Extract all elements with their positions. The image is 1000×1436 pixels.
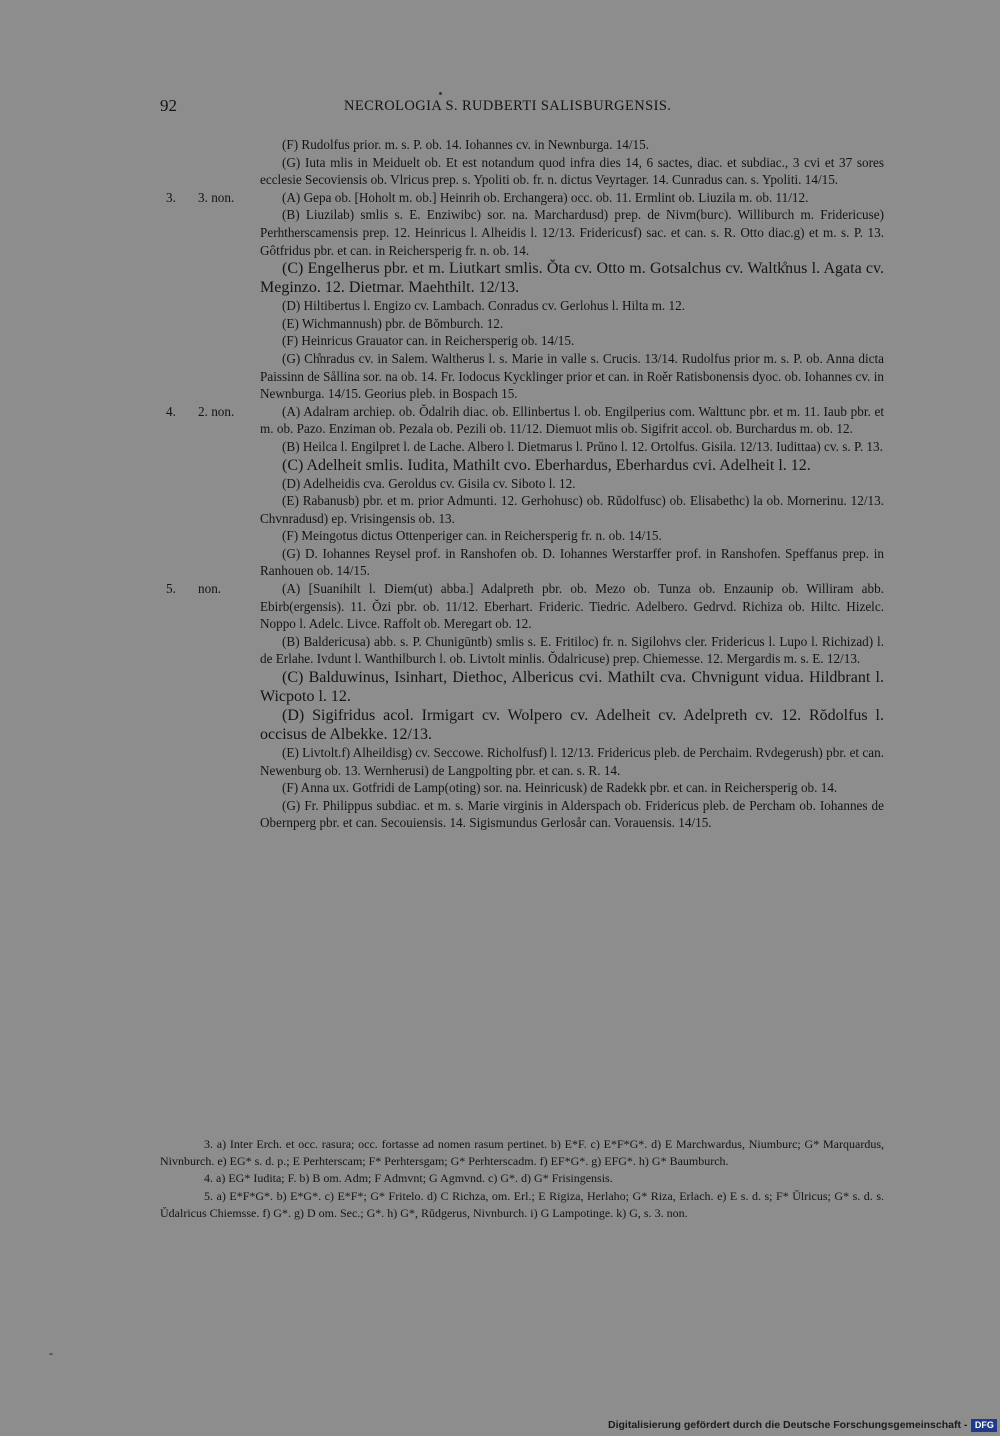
page-header bbox=[160, 96, 700, 120]
entry-row bbox=[160, 332, 884, 350]
entry-text: (D) Adelheidis cva. Geroldus cv. Gisila cv. Siboto l. 12. bbox=[282, 475, 576, 491]
entry-row bbox=[160, 492, 884, 527]
entry-text: (G) Iuta mlis in Meiduelt ob. Et est notandum quod infra dies 14, 6 sactes, diac. et subdiac., 3 cvi et 37 sores ecclesie Secoviensis ob. Vlricus prep. s. Ypoliti ob. fr. n. dictus Veyrtager. 14. Cunradus can. s. Ypoliti. 14/15. bbox=[260, 154, 884, 188]
roman-date: 2. non. bbox=[198, 403, 235, 419]
entry-row bbox=[160, 797, 884, 832]
entry-text: (F) Anna ux. Gotfridi de Lamp(oting) sor. na. Heinricusk) de Radekk pbr. et can. in Reichersperig ob. 14. bbox=[282, 780, 838, 796]
margin-marker: - bbox=[49, 1346, 53, 1360]
entry-text: (C) Adelheit smlis. Iudita, Mathilt cvo. Eberhardus, Eberhardus cvi. Adelheit l. 12. bbox=[282, 456, 811, 474]
running-title: NECROLOGIA S. RUDBERTI SALISBURGENSIS. bbox=[344, 98, 672, 114]
entry-text: (F) Heinricus Grauator can. in Reichersperig ob. 14/15. bbox=[282, 333, 575, 349]
entry-row bbox=[160, 580, 884, 633]
entry-row bbox=[160, 154, 884, 189]
entry-text: (E) Wichmannush) pbr. de Bŏmburch. 12. bbox=[282, 315, 504, 331]
roman-date: 3. non. bbox=[198, 189, 235, 205]
entry-row bbox=[160, 259, 884, 297]
entry-text: (A) [Suanihilt l. Diem(ut) abba.] Adalpreth pbr. ob. Mezo ob. Tunza ob. Enzaunip ob. Williram abb. Ebirb(ergensis). 11. Ŏzi pbr. ob. 11/12. Eberhart. Frideric. Tiedric. Adelbero. Gedrvd. Richiza ob. Hiltc. Hizelc. Noppo l. Adelc. Livce. Raffolt ob. Meregart ob. 12. bbox=[260, 581, 884, 632]
entry-row bbox=[160, 633, 884, 668]
entry-text: (F) Meingotus dictus Ottenperiger can. in Reichersperig fr. n. ob. 14/15. bbox=[282, 528, 662, 544]
entry-text: (E) Rabanusb) pbr. et m. prior Admunti. 12. Gerhohusc) ob. Rŭdolfusc) ob. Elisabethc) la ob. Mornerinu. 12/13. Chvnradusd) ep. Vrisingensis ob. 13. bbox=[260, 493, 884, 526]
necrology-entries bbox=[160, 136, 884, 832]
entry-text: (B) Baldericusa) abb. s. P. Chunigūntb) smlis s. E. Fritiloc) fr. n. Sigilohvs cler. Fridericus l. Lupo l. Richizad) l. de Erlahe. Ivdunt l. Wanthilburch l. ob. Livtolt minlis. Ŏdalricuse) prep. Chiemesse. 12. Mergardis m. s. E. 12/13. bbox=[260, 633, 884, 667]
entry-text: (D) Sigifridus acol. Irmigart cv. Wolpero cv. Adelheit cv. Adelpreth cv. 12. Rŏdolfus l. occisus de Albekke. 12/13. bbox=[260, 707, 884, 744]
entry-text: (F) Rudolfus prior. m. s. P. ob. 14. Iohannes cv. in Newnburga. 14/15. bbox=[282, 137, 650, 152]
footnote: 5. a) E*F*G*. b) E*G*. c) E*F*; G* Fritelo. d) C Richza, om. Erl.; E Rigiza, Herlaho; G* Riza, Erlach. e) E s. d. s; F* Ŭlricus; G* s. d. s. Ŭdalricus Chiemsse. f) G*. g) D om. Sec.; G*. h) G*, Rŭdgerus, Nivnburch. i) G Lampotinge. k) G, s. 3. non. bbox=[160, 1188, 884, 1220]
entry-text: (C) Engelherus pbr. et m. Liutkart smlis. Ŏta cv. Otto m. Gotsalchus cv. Waltk̊nus l. Agata cv. Meginzo. 12. Dietmar. Maehthilt. 12/13. bbox=[260, 260, 884, 297]
entry-row bbox=[160, 668, 884, 706]
entry-row bbox=[160, 403, 884, 438]
entry-row bbox=[160, 475, 884, 493]
entry-text: (G) Ch̊nradus cv. in Salem. Waltherus l. s. Marie in valle s. Crucis. 13/14. Rudolfus prior m. s. P. ob. Anna dicta Paissinn de Sållina sor. na ob. 14. Fr. Iodocus Kycklinger prior et can. in Roěr Ratisbonensis dyoc. ob. Iohannes cv. in Newnburga. 14/15. Georius pleb. in Bospach 15. bbox=[260, 350, 884, 402]
entry-row bbox=[160, 744, 884, 779]
entry-row bbox=[160, 779, 884, 797]
entry-text: (D) Hiltibertus l. Engizo cv. Lambach. Conradus cv. Gerlohus l. Hilta m. 12. bbox=[282, 298, 685, 314]
digitization-credit[interactable] bbox=[608, 1418, 997, 1432]
entry-row bbox=[160, 297, 884, 315]
roman-date: non. bbox=[198, 581, 222, 597]
entry-row bbox=[160, 206, 884, 259]
entry-row bbox=[160, 136, 884, 154]
dfg-logo-icon: DFG bbox=[971, 1419, 997, 1432]
entry-row bbox=[160, 189, 884, 207]
entry-row bbox=[160, 438, 884, 456]
entry-text: (B) Heilca l. Engilpret l. de Lache. Albero l. Dietmarus l. Prŭno l. 12. Ortolfus. Gisila. 12/13. Iudittaa) cv. s. P. 13. bbox=[282, 438, 883, 454]
day-number: 5. bbox=[166, 581, 176, 597]
day-number: 4. bbox=[166, 403, 176, 419]
entry-text: (E) Livtolt.f) Alheildisg) cv. Seccowe. Richolfusf) l. 12/13. Fridericus pleb. de Perchaim. Rvdegerush) pbr. et can. Newenburg ob. 13. Wernherusi) de Langpolting pbr. et can. s. R. 14. bbox=[260, 745, 884, 778]
footnote: 4. a) EG* Iudita; F. b) B om. Adm; F Admvnt; G Agmvnd. c) G*. d) G* Frisingensis. bbox=[204, 1171, 613, 1186]
entry-text: (A) Adalram archiep. ob. Ŏdalrih diac. ob. Ellinbertus l. ob. Engilperius com. Walttunc pbr. et m. 11. Iaub pbr. et m. ob. Pazo. Enziman ob. Pezala ob. Pezili ob. 11/12. Diemuot mlis ob. Sigifrit accol. ob. Burchardus m. ob. 12. bbox=[260, 403, 884, 437]
footnote: 3. a) Inter Erch. et occ. rasura; occ. fortasse ad nomen rasum pertinet. b) E*F. c) E*F*G*. d) E Marchwardus, Niumburc; G* Marquardus, Nivnburch. e) EG* s. d. p.; E Perhterscam; F* Perhtersgam; G* Perhterscadm. f) EF*G*. g) EFG*. h) G* Baumburch. bbox=[160, 1137, 884, 1169]
entry-text: (G) D. Iohannes Reysel prof. in Ranshofen ob. D. Iohannes Werstarffer prof. in Ranshofen. Speffanus prep. in Ranhouen ob. 14/15. bbox=[260, 545, 884, 579]
entry-text: (G) Fr. Philippus subdiac. et m. s. Marie virginis in Alderspach ob. Fridericus pleb. de Percham ob. Iohannes de Obernperg pbr. et can. Secouiensis. 14. Sigismundus Gerlosår can. Vorauensis. 14/15. bbox=[260, 797, 884, 831]
entry-text: (C) Balduwinus, Isinhart, Diethoc, Albericus cvi. Mathilt cva. Chvnigunt vidua. Hildbrant l. Wicpoto l. 12. bbox=[260, 669, 884, 706]
entry-row bbox=[160, 706, 884, 744]
entry-row bbox=[160, 456, 884, 475]
footnotes bbox=[160, 1136, 884, 1222]
ink-dot bbox=[439, 92, 442, 95]
page-number: 92 bbox=[160, 96, 177, 115]
entry-row bbox=[160, 545, 884, 580]
entry-text: (B) Liuzilab) smlis s. E. Enziwibc) sor. na. Marchardusd) prep. de Nivm(burc). Williburch m. Fridericuse) Perhtherscamensis prep. 12. Heinricus l. Alheidis l. 12/13. Fridericusf) sac. et can. s. R. Otto diac.g) et m. s. P. 13. Gôtfridus pbr. et can. in Reichersperig fr. n. ob. 14. bbox=[260, 207, 884, 258]
credit-text: Digitalisierung gefördert durch die Deutsche Forschungsgemeinschaft - bbox=[608, 1419, 968, 1431]
entry-row bbox=[160, 350, 884, 403]
entry-row bbox=[160, 315, 884, 333]
entry-row bbox=[160, 527, 884, 545]
day-number: 3. bbox=[166, 189, 176, 205]
entry-text: (A) Gepa ob. [Hoholt m. ob.] Heinrih ob. Erchangera) occ. ob. 11. Ermlint ob. Liuzila m. ob. 11/12. bbox=[282, 189, 809, 205]
